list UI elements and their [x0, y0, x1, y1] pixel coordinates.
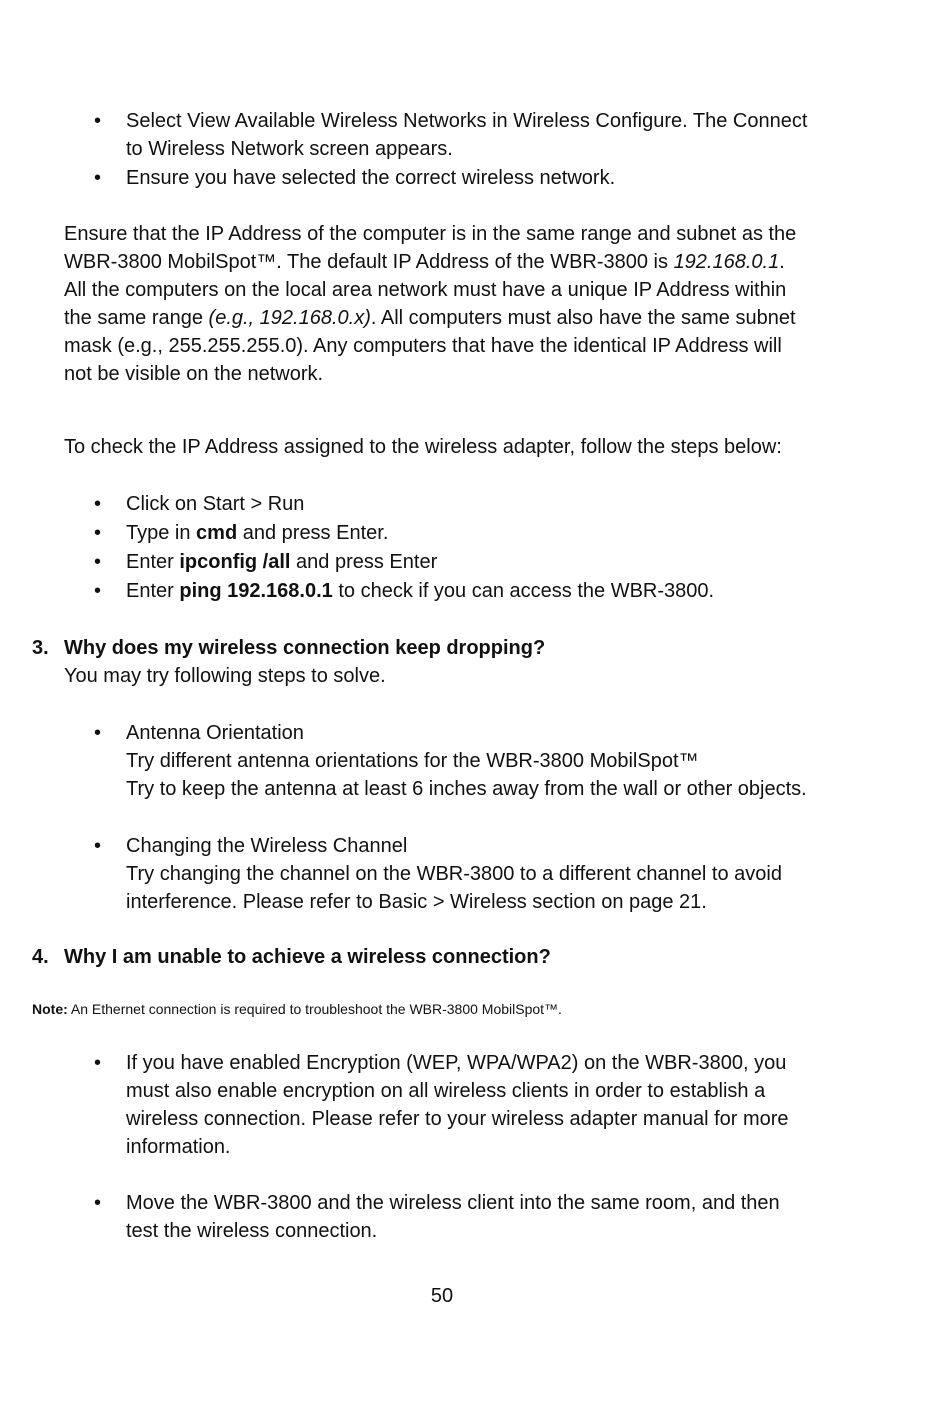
step-item: Type in cmd and press Enter.	[126, 522, 389, 544]
bullet-title: Changing the Wireless Channel	[126, 835, 408, 857]
bullet-text: Try changing the channel on the WBR-3800 to a different channel to avoid	[126, 863, 782, 885]
bullet-marker: •	[94, 1052, 102, 1074]
paragraph-line: the same range (e.g., 192.168.0.x). All computers must also have the same subnet	[64, 307, 796, 329]
step-item: Enter ping 192.168.0.1 to check if you can access the WBR-3800.	[126, 580, 715, 602]
check-ip-intro: To check the IP Address assigned to the wireless adapter, follow the steps below:	[64, 436, 782, 458]
bullet-marker: •	[94, 110, 102, 132]
question-heading: Why I am unable to achieve a wireless connection?	[64, 946, 551, 968]
bullet-marker: •	[94, 722, 102, 744]
bullet-text: If you have enabled Encryption (WEP, WPA/WPA2) on the WBR-3800, you	[126, 1052, 787, 1074]
bullet-text: must also enable encryption on all wireless clients in order to establish a	[126, 1080, 766, 1102]
bullet-text: Try to keep the antenna at least 6 inches away from the wall or other objects.	[126, 778, 807, 800]
bullet-text: interference. Please refer to Basic > Wireless section on page 21.	[126, 891, 707, 913]
bullet-text: wireless connection. Please refer to your wireless adapter manual for more	[126, 1108, 789, 1130]
bullet-marker: •	[94, 167, 102, 189]
paragraph-line: All the computers on the local area network must have a unique IP Address within	[64, 279, 787, 301]
question-number: 3.	[32, 637, 49, 659]
bullet-text: to Wireless Network screen appears.	[126, 138, 453, 160]
question-number: 4.	[32, 946, 49, 968]
default-ip: 192.168.0.1	[673, 251, 780, 273]
bullet-title: Antenna Orientation	[126, 722, 304, 744]
bullet-text: Try different antenna orientations for the WBR-3800 MobilSpot™	[126, 750, 699, 772]
bullet-marker: •	[94, 522, 102, 544]
ip-range-example: (e.g., 192.168.0.x)	[208, 307, 371, 329]
bullet-marker: •	[94, 551, 102, 573]
bullet-text: information.	[126, 1136, 231, 1158]
note-label: Note:	[32, 1001, 68, 1017]
bullet-marker: •	[94, 1192, 102, 1214]
note: Note: An Ethernet connection is required to troubleshoot the WBR-3800 MobilSpot™.	[32, 1001, 562, 1017]
bullet-text: Ensure you have selected the correct wireless network.	[126, 167, 616, 189]
paragraph-line: mask (e.g., 255.255.255.0). Any computers that have the identical IP Address will	[64, 335, 782, 357]
bullet-marker: •	[94, 835, 102, 857]
bullet-marker: •	[94, 493, 102, 515]
page-number: 50	[430, 1285, 454, 1307]
step-item: Enter ipconfig /all and press Enter	[126, 551, 438, 573]
paragraph-line: Ensure that the IP Address of the computer is in the same range and subnet as the	[64, 223, 797, 245]
step-item: Click on Start > Run	[126, 493, 305, 515]
question-intro: You may try following steps to solve.	[64, 665, 386, 687]
question-heading: Why does my wireless connection keep dropping?	[64, 637, 546, 659]
bullet-text: Select View Available Wireless Networks in Wireless Configure. The Connect	[126, 110, 808, 132]
bullet-marker: •	[94, 580, 102, 602]
paragraph-line: WBR-3800 MobilSpot™. The default IP Address of the WBR-3800 is 192.168.0.1.	[64, 251, 785, 273]
bullet-text: Move the WBR-3800 and the wireless client into the same room, and then	[126, 1192, 780, 1214]
paragraph-line: not be visible on the network.	[64, 363, 324, 385]
bullet-text: test the wireless connection.	[126, 1220, 378, 1242]
